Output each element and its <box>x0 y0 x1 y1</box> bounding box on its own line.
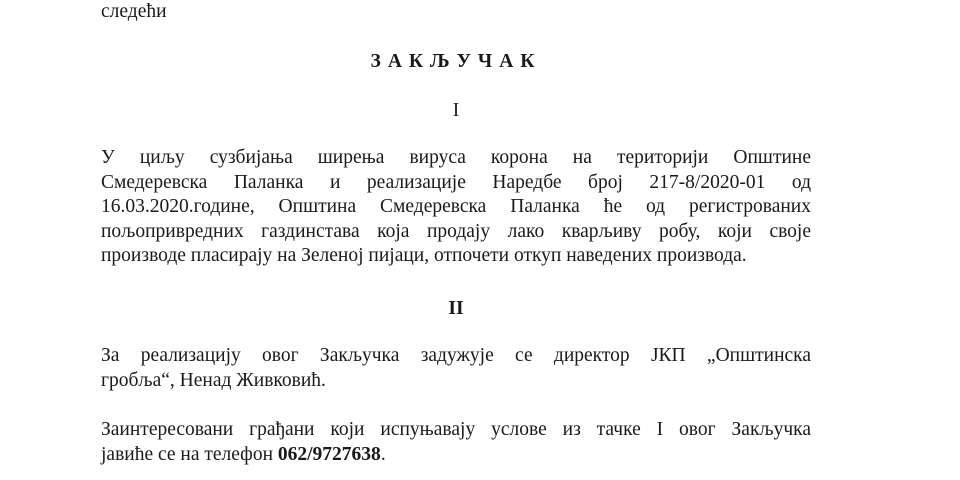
paragraph-line: гробља“, Ненад Живковић. <box>101 369 326 391</box>
document-title: ЗАКЉУЧАК <box>370 51 542 72</box>
paragraph-line: пољопривредних газдинстава која продају лако кварљиву робу, који своје <box>101 220 811 242</box>
paragraph-line: 16.03.2020.године, Општина Смедеревска Паланка ће од регистрованих <box>101 196 811 218</box>
phone-suffix: . <box>380 443 386 465</box>
section-1-paragraph <box>101 146 811 269</box>
paragraph-line: За реализацију овог Закључка задужује се директор ЈКП „Општинска <box>101 345 811 366</box>
paragraph-line: Смедеревска Паланка и реализације Наредбе број 217-8/2020-01 од <box>101 171 811 193</box>
paragraph-line-phone <box>101 443 811 468</box>
phone-number: 062/9727638 <box>277 443 381 465</box>
notice-paragraph <box>101 418 811 467</box>
section-number-2: II <box>448 298 464 319</box>
paragraph-line: У циљу сузбијања ширења вируса корона на територији Општине <box>101 147 811 168</box>
section-2-paragraph <box>101 344 811 393</box>
paragraph-line: Заинтересовани грађани који испуњавају услове из тачке I овог Закључка <box>101 419 811 440</box>
paragraph-line: производе пласирају на Зеленој пијаци, отпочети откуп наведених производа. <box>101 245 747 267</box>
section-number-1: I <box>452 100 460 121</box>
intro-text: следећи <box>101 1 167 22</box>
phone-prefix: јавиће се на телефон <box>101 443 274 465</box>
